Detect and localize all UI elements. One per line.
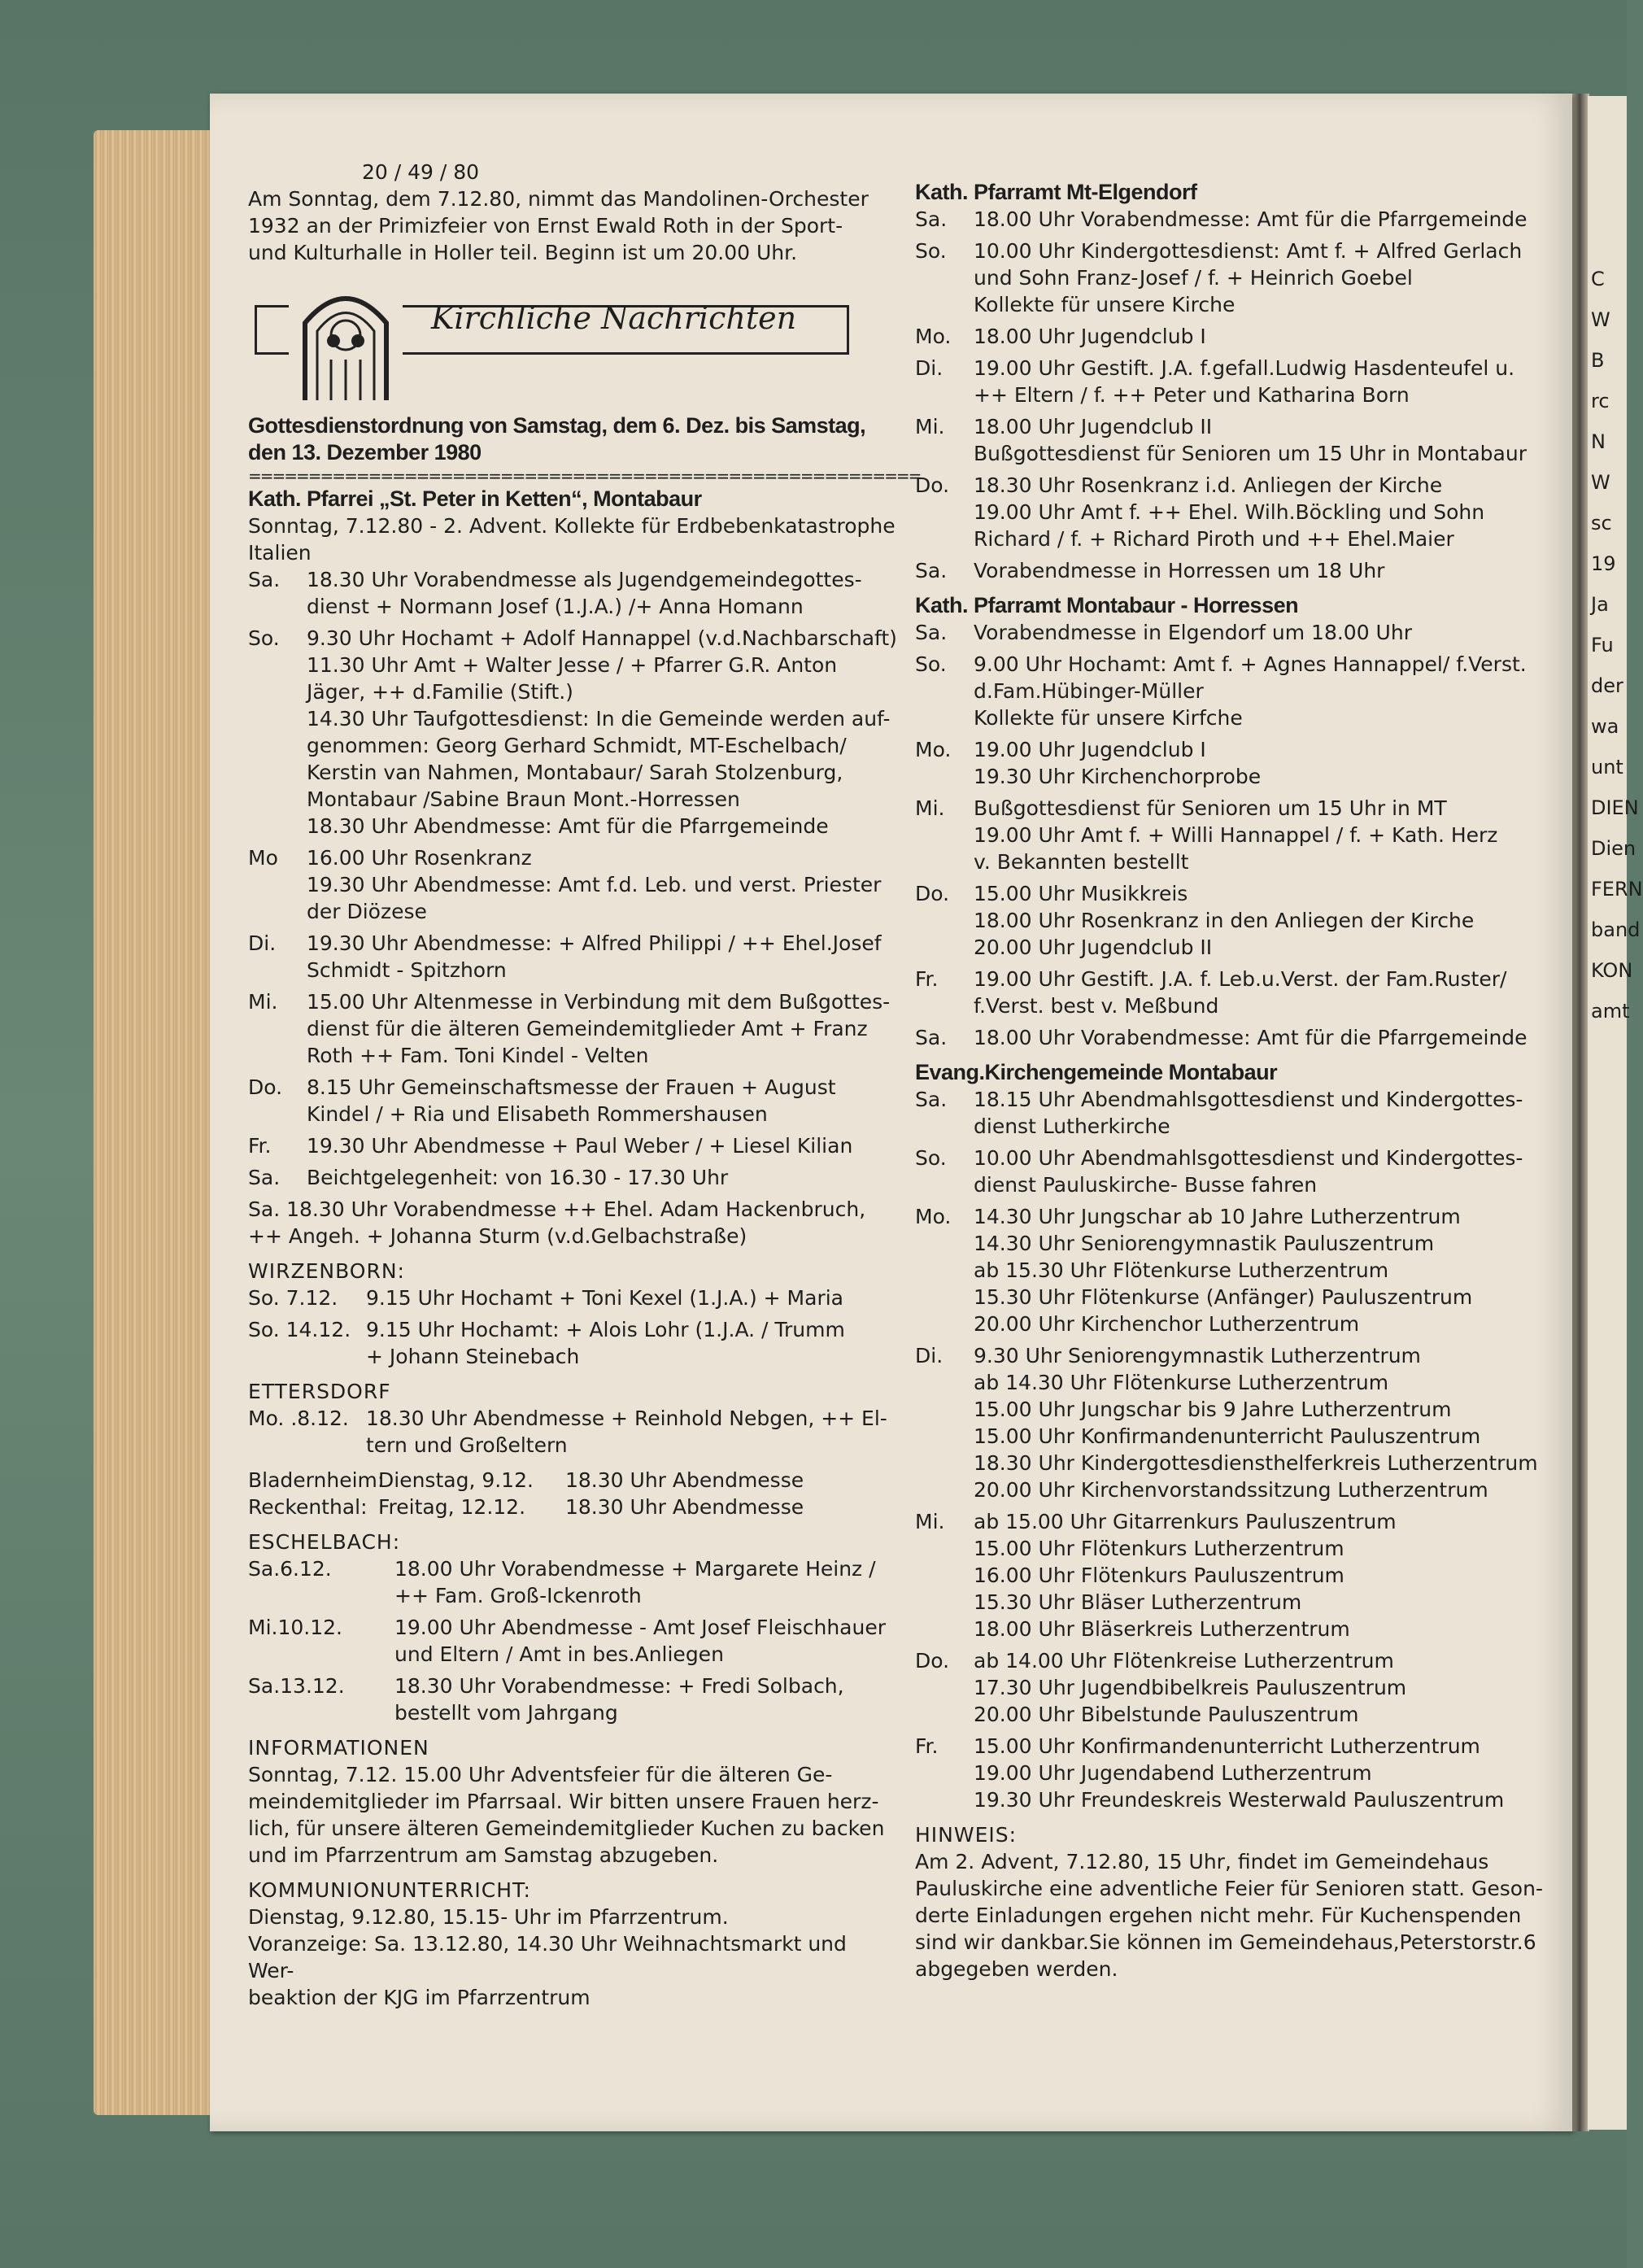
schedule-line: Beichtgelegenheit: von 16.30 - 17.30 Uhr: [307, 1166, 729, 1189]
day-label: So. 14.12.: [248, 1318, 351, 1341]
schedule-row: [915, 472, 1549, 552]
schedule-line: ++ Angeh. + Johanna Sturm (v.d.Gelbachstraße): [248, 1224, 747, 1248]
schedule-line: 19.30 Uhr Abendmesse: + Alfred Philippi / ++ Ehel.Josef: [307, 931, 882, 955]
schedule-line: Vorabendmesse in Elgendorf um 18.00 Uhr: [974, 621, 1412, 644]
day-label: Mi.: [915, 1510, 945, 1533]
schedule-row: [248, 1614, 899, 1668]
schedule-line: 20.00 Uhr Jugendclub II: [974, 936, 1213, 959]
schedule-line: 19.30 Uhr Kirchenchorprobe: [974, 765, 1262, 788]
schedule-line: 15.00 Uhr Konfirmandenunterricht Pauluszentrum: [974, 1424, 1481, 1448]
fragment-text: FERN: [1591, 878, 1643, 901]
schedule-line: 18.00 Uhr Jugendclub I: [974, 325, 1206, 348]
title-line: den 13. Dezember 1980: [248, 440, 482, 465]
fragment-text: amt: [1591, 1000, 1630, 1023]
village-row: [248, 1467, 899, 1494]
schedule-line: Roth ++ Fam. Toni Kindel - Velten: [307, 1044, 649, 1067]
fragment-text: der: [1591, 674, 1623, 697]
schedule-entries: [394, 1673, 844, 1726]
schedule-entries: [974, 1086, 1523, 1140]
wirzenborn-schedule: [248, 1284, 899, 1370]
parish-title: Kath. Pfarrei „St. Peter in Ketten“, Montabaur: [248, 486, 702, 511]
schedule-line: genommen: Georg Gerhard Schmidt, MT-Eschelbach/: [307, 734, 847, 757]
schedule-row: [248, 566, 899, 620]
schedule-row: [915, 1342, 1549, 1503]
parish-subtitle: [248, 512, 899, 566]
schedule-entries: [307, 930, 882, 984]
schedule-row: [915, 1024, 1549, 1051]
fragment-text: Ja: [1591, 593, 1609, 616]
schedule-line: ++ Fam. Groß-Ickenroth: [394, 1584, 642, 1607]
fragment-text: W: [1591, 308, 1610, 331]
schedule-line: Jäger, ++ d.Familie (Stift.): [307, 680, 573, 704]
schedule-entries: [307, 1074, 836, 1127]
fragment-text: rc: [1591, 390, 1610, 412]
schedule-entries: [307, 1164, 728, 1191]
schedule-line: 18.30 Uhr Kindergottesdiensthelferkreis Lutherzentrum: [974, 1451, 1538, 1475]
schedule-entries: [974, 619, 1412, 646]
schedule-line: 19.00 Uhr Abendmesse - Amt Josef Fleischhauer: [394, 1616, 886, 1639]
saturday-extra: [248, 1196, 899, 1250]
intro-line: Am Sonntag, dem 7.12.80, nimmt das Mandolinen-Orchester: [248, 187, 869, 211]
hinweis-line: Pauluskirche eine adventliche Feier für Senioren statt. Geson-: [915, 1877, 1543, 1900]
intro-line: 1932 an der Primizfeier von Ernst Ewald Roth in der Sport-: [248, 214, 843, 238]
day-label: Mi.: [915, 415, 945, 438]
fragment-text: sc: [1591, 512, 1612, 534]
schedule-entries: [974, 795, 1497, 875]
schedule-entries: [974, 472, 1484, 552]
schedule-line: ab 15.00 Uhr Gitarrenkurs Pauluszentrum: [974, 1510, 1397, 1533]
schedule-line: Kollekte für unsere Kirfche: [974, 706, 1243, 730]
schedule-line: 10.00 Uhr Kindergottesdienst: Amt f. + Alfred Gerlach: [974, 239, 1523, 263]
schedule-line: 9.15 Uhr Hochamt: + Alois Lohr (1.J.A. / Trumm: [366, 1318, 845, 1341]
schedule-line: 15.00 Uhr Konfirmandenunterricht Lutherzentrum: [974, 1734, 1480, 1758]
schedule-line: 19.00 Uhr Amt f. + Willi Hannappel / f. + Kath. Herz: [974, 823, 1498, 847]
day-label: Sa.: [915, 621, 948, 644]
schedule-line: + Johann Steinebach: [366, 1345, 580, 1368]
fragment-text: unt: [1591, 756, 1623, 779]
schedule-row: [248, 1673, 899, 1726]
schedule-row: [915, 238, 1549, 318]
right-column: [915, 179, 1549, 1982]
schedule-line: 18.00 Uhr Jugendclub II: [974, 415, 1213, 438]
schedule-row: [915, 1203, 1549, 1337]
schedule-line: 18.15 Uhr Abendmahlsgottesdienst und Kindergottes-: [974, 1088, 1523, 1111]
schedule-line: 19.00 Uhr Amt f. ++ Ehel. Wilh.Böckling und Sohn: [974, 500, 1485, 524]
schedule-entries: [974, 206, 1528, 233]
day-label: Fr.: [915, 1734, 939, 1758]
info-line: Dienstag, 9.12.80, 15.15- Uhr im Pfarrzentrum.: [248, 1905, 729, 1929]
elgendorf-title: Kath. Pfarramt Mt-Elgendorf: [915, 180, 1197, 204]
schedule-line: 19.30 Uhr Abendmesse: Amt f.d. Leb. und verst. Priester: [307, 873, 882, 896]
schedule-line: 15.30 Uhr Bläser Lutherzentrum: [974, 1590, 1302, 1614]
fragment-text: Dien: [1591, 837, 1636, 860]
day-label: Mo.: [915, 325, 952, 348]
schedule-line: Vorabendmesse in Horressen um 18 Uhr: [974, 559, 1385, 582]
day-label: Do.: [915, 473, 950, 497]
schedule-line: und Eltern / Amt in bes.Anliegen: [394, 1642, 724, 1666]
schedule-row: [915, 206, 1549, 233]
schedule-line: 10.00 Uhr Abendmahlsgottesdienst und Kindergottes-: [974, 1146, 1523, 1170]
eschelbach-schedule: [248, 1555, 899, 1726]
page-reference: 20 / 49 / 80: [362, 160, 480, 184]
day-label: Mo.: [915, 738, 952, 761]
schedule-line: ++ Eltern / f. ++ Peter und Katharina Born: [974, 383, 1410, 407]
fragment-text: KON: [1591, 959, 1633, 982]
schedule-line: 15.00 Uhr Altenmesse in Verbindung mit dem Bußgottes-: [307, 990, 891, 1014]
schedule-entries: [974, 1203, 1472, 1337]
schedule-row: [915, 413, 1549, 467]
kommunion-title: KOMMUNIONUNTERRICHT:: [248, 1878, 531, 1902]
schedule-line: ab 14.00 Uhr Flötenkreise Lutherzentrum: [974, 1649, 1394, 1673]
schedule-entries: [307, 566, 862, 620]
fragment-text: wa: [1591, 715, 1619, 738]
village-place: Bladernheim:: [248, 1468, 385, 1492]
schedule-line: Kerstin van Nahmen, Montabaur/ Sarah Stolzenburg,: [307, 761, 843, 784]
left-column: [248, 159, 921, 2011]
schedule-entries: [974, 1145, 1523, 1198]
schedule-row: [915, 1145, 1549, 1198]
fragment-text: DIEN: [1591, 796, 1639, 819]
village-event: 18.30 Uhr Abendmesse: [565, 1468, 804, 1492]
informationen-title: INFORMATIONEN: [248, 1736, 429, 1760]
schedule-entries: [974, 1342, 1538, 1503]
hinweis-line: derte Einladungen ergehen nicht mehr. Für Kuchenspenden: [915, 1904, 1522, 1927]
subtitle-line: Sonntag, 7.12.80 - 2. Advent. Kollekte für Erdbebenkatastrophe: [248, 514, 896, 538]
schedule-row: [248, 1164, 899, 1191]
schedule-line: Schmidt - Spitzhorn: [307, 958, 507, 982]
schedule-entries: [974, 557, 1384, 584]
day-label: Di.: [915, 356, 944, 380]
schedule-entries: [974, 1733, 1504, 1813]
church-window-icon: [289, 282, 403, 400]
schedule-row: [915, 651, 1549, 731]
schedule-row: [915, 619, 1549, 646]
voranzeige-text: [248, 1930, 899, 2011]
evang-schedule: [915, 1086, 1549, 1813]
schedule-entries: [974, 413, 1527, 467]
schedule-entries: [307, 988, 890, 1069]
day-label: Sa.: [915, 559, 948, 582]
intro-paragraph: [248, 185, 899, 266]
page-stack-edge: [94, 130, 216, 2115]
schedule-entries: [974, 966, 1506, 1019]
schedule-entries: [307, 625, 897, 840]
schedule-row: [248, 1555, 899, 1609]
info-line: beaktion der KJG im Pfarrzentrum: [248, 1986, 591, 2009]
schedule-row: [248, 1316, 899, 1370]
schedule-entries: [394, 1555, 876, 1609]
schedule-entries: [366, 1405, 887, 1459]
schedule-line: dienst Pauluskirche- Busse fahren: [974, 1173, 1318, 1197]
fragment-text: N: [1591, 430, 1606, 453]
schedule-line: 19.00 Uhr Jugendclub I: [974, 738, 1206, 761]
day-label: So.: [915, 652, 947, 676]
schedule-line: 18.00 Uhr Rosenkranz in den Anliegen der Kirche: [974, 909, 1475, 932]
schedule-line: 19.00 Uhr Gestift. J.A. f. Leb.u.Verst. der Fam.Ruster/: [974, 967, 1507, 991]
hinweis-line: sind wir dankbar.Sie können im Gemeindehaus,Peterstorstr.6: [915, 1930, 1536, 1954]
village-masses: [248, 1467, 899, 1520]
schedule-entries: [974, 1508, 1397, 1642]
schedule-row: [248, 625, 899, 840]
schedule-line: 16.00 Uhr Rosenkranz: [307, 846, 532, 870]
fragment-text: C: [1591, 268, 1605, 290]
schedule-line: tern und Großeltern: [366, 1433, 568, 1457]
intro-line: und Kulturhalle in Holler teil. Beginn ist um 20.00 Uhr.: [248, 241, 798, 264]
schedule-entries: [974, 736, 1261, 790]
service-order-title: [248, 412, 899, 466]
schedule-row: [915, 1508, 1549, 1642]
schedule-line: 20.00 Uhr Kirchenchor Lutherzentrum: [974, 1312, 1360, 1336]
schedule-entries: [974, 355, 1514, 408]
day-label: So.: [915, 1146, 947, 1170]
schedule-entries: [974, 880, 1474, 961]
day-label: Sa.13.12.: [248, 1674, 345, 1698]
schedule-line: 15.30 Uhr Flötenkurse (Anfänger) Pauluszentrum: [974, 1285, 1473, 1309]
info-line: lich, für unsere älteren Gemeindemitglieder Kuchen zu backen: [248, 1817, 885, 1840]
day-label: Sa.6.12.: [248, 1557, 332, 1581]
schedule-line: Richard / f. + Richard Piroth und ++ Ehel.Maier: [974, 527, 1454, 551]
village-date: Freitag, 12.12.: [378, 1495, 526, 1519]
book-gutter: [1570, 94, 1589, 2131]
day-label: Do.: [248, 1075, 283, 1099]
day-label: So. 7.12.: [248, 1286, 338, 1310]
schedule-entries: [366, 1284, 843, 1311]
schedule-line: 14.30 Uhr Jungschar ab 10 Jahre Lutherzentrum: [974, 1205, 1461, 1228]
schedule-row: [915, 736, 1549, 790]
schedule-line: 11.30 Uhr Amt + Walter Jesse / + Pfarrer G.R. Anton: [307, 653, 838, 677]
fragment-text: W: [1591, 471, 1610, 494]
subtitle-line: Italien: [248, 541, 312, 565]
horressen-title: Kath. Pfarramt Montabaur - Horressen: [915, 593, 1299, 617]
village-date: Dienstag, 9.12.: [378, 1468, 534, 1492]
schedule-line: und Sohn Franz-Josef / f. + Heinrich Goebel: [974, 266, 1413, 290]
fragment-text: band: [1591, 918, 1641, 941]
schedule-row: [248, 1284, 899, 1311]
banner-title: Kirchliche Nachrichten: [431, 300, 797, 336]
schedule-line: ab 15.30 Uhr Flötenkurse Lutherzentrum: [974, 1258, 1389, 1282]
schedule-line: 15.00 Uhr Flötenkurs Lutherzentrum: [974, 1537, 1344, 1560]
schedule-line: 18.30 Uhr Rosenkranz i.d. Anliegen der Kirche: [974, 473, 1443, 497]
info-line: meindemitglieder im Pfarrsaal. Wir bitten unsere Frauen herz-: [248, 1790, 879, 1813]
schedule-line: dienst Lutherkirche: [974, 1114, 1170, 1138]
schedule-line: 18.00 Uhr Vorabendmesse + Margarete Heinz /: [394, 1557, 876, 1581]
schedule-line: 19.00 Uhr Gestift. J.A. f.gefall.Ludwig Hasdenteufel u.: [974, 356, 1515, 380]
schedule-line: d.Fam.Hübinger-Müller: [974, 679, 1204, 703]
schedule-line: 18.30 Uhr Vorabendmesse als Jugendgemeindegottes-: [307, 568, 862, 591]
schedule-line: 20.00 Uhr Kirchenvorstandssitzung Lutherzentrum: [974, 1478, 1488, 1502]
schedule-line: 9.15 Uhr Hochamt + Toni Kexel (1.J.A.) + Maria: [366, 1286, 843, 1310]
schedule-line: 18.00 Uhr Vorabendmesse: Amt für die Pfarrgemeinde: [974, 1026, 1528, 1049]
schedule-row: [248, 988, 899, 1069]
schedule-line: Montabaur /Sabine Braun Mont.-Horressen: [307, 787, 740, 811]
schedule-row: [248, 1405, 899, 1459]
kirchliche-nachrichten-banner: [248, 282, 854, 404]
schedule-line: f.Verst. best v. Meßbund: [974, 994, 1219, 1018]
schedule-line: 9.30 Uhr Seniorengymnastik Lutherzentrum: [974, 1344, 1421, 1367]
schedule-line: 9.00 Uhr Hochamt: Amt f. + Agnes Hannappel/ f.Verst.: [974, 652, 1527, 676]
schedule-line: 18.00 Uhr Bläserkreis Lutherzentrum: [974, 1617, 1350, 1641]
schedule-row: [915, 1086, 1549, 1140]
schedule-line: 18.30 Uhr Abendmesse: Amt für die Pfarrgemeinde: [307, 814, 829, 838]
eschelbach-title: ESCHELBACH:: [248, 1530, 401, 1554]
schedule-entries: [366, 1316, 845, 1370]
schedule-line: 20.00 Uhr Bibelstunde Pauluszentrum: [974, 1703, 1359, 1726]
schedule-line: Bußgottesdienst für Senioren um 15 Uhr in Montabaur: [974, 442, 1527, 465]
schedule-line: dienst für die älteren Gemeindemitglieder Amt + Franz: [307, 1017, 868, 1040]
info-line: Voranzeige: Sa. 13.12.80, 14.30 Uhr Weihnachtsmarkt und Wer-: [248, 1932, 847, 1982]
hinweis-line: Am 2. Advent, 7.12.80, 15 Uhr, findet im Gemeindehaus: [915, 1850, 1489, 1873]
schedule-line: ab 14.30 Uhr Flötenkurse Lutherzentrum: [974, 1371, 1389, 1394]
day-label: Mi.: [915, 796, 945, 820]
horressen-schedule: [915, 619, 1549, 1051]
schedule-entries: [394, 1614, 886, 1668]
schedule-row: [915, 1647, 1549, 1728]
fragment-text: 19: [1591, 552, 1616, 575]
day-label: Di.: [915, 1344, 944, 1367]
day-label: Sa.: [915, 1088, 948, 1111]
informationen-text: [248, 1761, 899, 1869]
schedule-row: [915, 1733, 1549, 1813]
schedule-row: [915, 795, 1549, 875]
schedule-line: 19.00 Uhr Jugendabend Lutherzentrum: [974, 1761, 1372, 1785]
day-label: Do.: [915, 882, 950, 905]
schedule-row: [915, 323, 1549, 350]
schedule-line: 18.00 Uhr Vorabendmesse: Amt für die Pfarrgemeinde: [974, 207, 1528, 231]
day-label: Sa.: [915, 1026, 948, 1049]
schedule-line: bestellt vom Jahrgang: [394, 1701, 618, 1725]
schedule-line: 15.00 Uhr Jungschar bis 9 Jahre Lutherzentrum: [974, 1398, 1452, 1421]
day-label: Mo: [248, 846, 278, 870]
day-label: Sa.: [248, 568, 281, 591]
schedule-line: Sa. 18.30 Uhr Vorabendmesse ++ Ehel. Adam Hackenbruch,: [248, 1197, 866, 1221]
wirzenborn-title: WIRZENBORN:: [248, 1259, 405, 1283]
evang-title: Evang.Kirchengemeinde Montabaur: [915, 1060, 1278, 1084]
schedule-line: 15.00 Uhr Musikkreis: [974, 882, 1188, 905]
schedule-entries: [307, 844, 881, 925]
schedule-line: 19.30 Uhr Abendmesse + Paul Weber / + Liesel Kilian: [307, 1134, 853, 1158]
day-label: Fr.: [915, 967, 939, 991]
fragment-text: B: [1591, 349, 1605, 372]
schedule-row: [915, 557, 1549, 584]
village-place: Reckenthal:: [248, 1495, 368, 1519]
schedule-line: 19.30 Uhr Freundeskreis Westerwald Pauluszentrum: [974, 1788, 1505, 1812]
elgendorf-schedule: [915, 206, 1549, 584]
schedule-entries: [974, 651, 1527, 731]
schedule-line: 18.30 Uhr Abendmesse + Reinhold Nebgen, ++ El-: [366, 1407, 887, 1430]
day-label: So.: [915, 239, 947, 263]
day-label: Mo.: [915, 1205, 952, 1228]
schedule-line: Kollekte für unsere Kirche: [974, 293, 1236, 316]
info-line: Sonntag, 7.12. 15.00 Uhr Adventsfeier für die älteren Ge-: [248, 1763, 833, 1786]
parish-schedule: [248, 566, 899, 1191]
schedule-row: [248, 844, 899, 925]
day-label: Fr.: [248, 1134, 272, 1158]
schedule-line: der Diözese: [307, 900, 427, 923]
schedule-line: 18.30 Uhr Vorabendmesse: + Fredi Solbach,: [394, 1674, 844, 1698]
village-event: 18.30 Uhr Abendmesse: [565, 1495, 804, 1519]
schedule-row: [915, 966, 1549, 1019]
day-label: Di.: [248, 931, 277, 955]
schedule-line: Kindel / + Ria und Elisabeth Rommershausen: [307, 1102, 768, 1126]
schedule-line: 17.30 Uhr Jugendbibelkreis Pauluszentrum: [974, 1676, 1407, 1699]
schedule-line: 8.15 Uhr Gemeinschaftsmesse der Frauen + August: [307, 1075, 836, 1099]
village-row: [248, 1494, 899, 1520]
kommunion-text: [248, 1904, 899, 1930]
hinweis-title: HINWEIS:: [915, 1823, 1018, 1847]
schedule-entries: [974, 1647, 1406, 1728]
separator-line: ========================================================: [248, 466, 921, 486]
day-label: Do.: [915, 1649, 950, 1673]
info-line: und im Pfarrzentrum am Samstag abzugeben.: [248, 1843, 719, 1867]
schedule-entries: [974, 1024, 1528, 1051]
schedule-line: v. Bekannten bestellt: [974, 850, 1189, 874]
schedule-line: dienst + Normann Josef (1.J.A.) /+ Anna Homann: [307, 595, 804, 618]
schedule-row: [915, 880, 1549, 961]
day-label: So.: [248, 626, 280, 650]
day-label: Sa.: [248, 1166, 281, 1189]
schedule-line: 14.30 Uhr Taufgottesdienst: In die Gemeinde werden auf-: [307, 707, 891, 731]
hinweis-line: abgegeben werden.: [915, 1957, 1118, 1981]
fragment-text: Fu: [1591, 634, 1614, 656]
hinweis-text: [915, 1848, 1549, 1982]
day-label: Mi.: [248, 990, 278, 1014]
title-line: Gottesdienstordnung von Samstag, dem 6. Dez. bis Samstag,: [248, 413, 866, 438]
schedule-row: [248, 1132, 899, 1159]
schedule-line: 16.00 Uhr Flötenkurs Pauluszentrum: [974, 1564, 1344, 1587]
schedule-entries: [307, 1132, 852, 1159]
next-page-fragment: [1588, 96, 1643, 2130]
ettersdorf-schedule: [248, 1405, 899, 1459]
schedule-entries: [974, 238, 1522, 318]
day-label: Mo. .8.12.: [248, 1407, 349, 1430]
day-label: Mi.10.12.: [248, 1616, 342, 1639]
ettersdorf-title: ETTERSDORF: [248, 1380, 391, 1403]
day-label: Sa.: [915, 207, 948, 231]
schedule-row: [248, 1074, 899, 1127]
schedule-entries: [974, 323, 1206, 350]
schedule-line: Bußgottesdienst für Senioren um 15 Uhr in MT: [974, 796, 1447, 820]
schedule-row: [915, 355, 1549, 408]
schedule-line: 14.30 Uhr Seniorengymnastik Pauluszentrum: [974, 1232, 1435, 1255]
schedule-row: [248, 930, 899, 984]
schedule-line: 9.30 Uhr Hochamt + Adolf Hannappel (v.d.Nachbarschaft): [307, 626, 897, 650]
